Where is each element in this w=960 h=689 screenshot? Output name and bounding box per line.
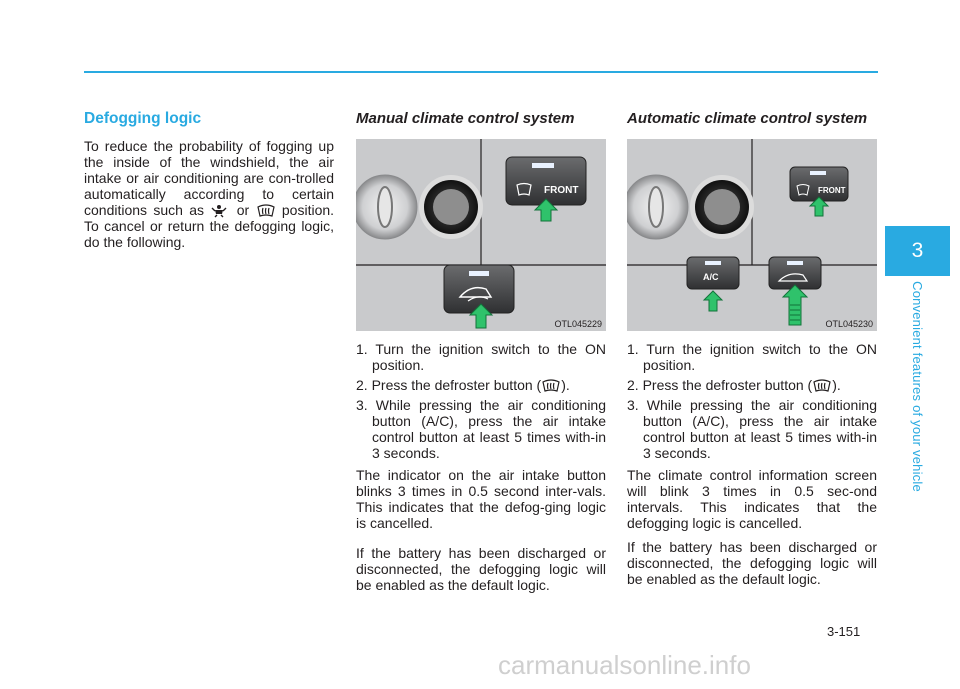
intro-text-1: To reduce the probability of fogging up the inside of the windshield, the air intake or air conditioning are con-trolled automatically according to certain conditions such as bbox=[84, 138, 334, 218]
automatic-para-2: If the battery has been discharged or disconnected, the defogging logic will be enabled as the default logic. bbox=[627, 539, 877, 587]
manual-figure-illustration bbox=[356, 139, 606, 331]
chapter-side-title bbox=[903, 274, 931, 498]
floor-defrost-icon bbox=[210, 204, 230, 218]
automatic-climate-column bbox=[627, 110, 877, 595]
chapter-title: Convenient features of your vehicle bbox=[909, 280, 925, 492]
manual-step-1: 1. Turn the ignition switch to the ON position. bbox=[356, 341, 606, 373]
front-defrost-button-illustration bbox=[790, 167, 848, 201]
defrost-icon bbox=[812, 379, 832, 393]
manual-heading: Manual climate control system bbox=[356, 110, 575, 127]
ignition-knob-illustration bbox=[356, 175, 417, 239]
dial-knob-illustration bbox=[690, 175, 754, 239]
air-intake-button-illustration bbox=[769, 257, 821, 289]
automatic-step-3: 3. While pressing the air conditioning button (A/C), press the air intake control button at least 5 times with-in 3 seconds. bbox=[627, 397, 877, 461]
top-rule bbox=[84, 71, 878, 73]
page-number: 3-151 bbox=[827, 624, 861, 639]
defrost-icon bbox=[541, 379, 561, 393]
manual-para-1: The indicator on the air intake button blinks 3 times in 0.5 second inter-vals. This indicates that the defog-ging logic is cancelled. bbox=[356, 467, 606, 531]
defrost-icon bbox=[256, 204, 276, 218]
manual-step-2 bbox=[356, 377, 606, 393]
automatic-step-1: 1. Turn the ignition switch to the ON position. bbox=[627, 341, 877, 373]
automatic-figure-code: OTL045230 bbox=[825, 319, 873, 329]
chapter-number: 3 bbox=[911, 239, 924, 262]
ac-button-illustration bbox=[687, 257, 739, 289]
manual-step-2-text: 2. Press the defroster button ( bbox=[356, 377, 542, 393]
ac-label: A/C bbox=[703, 272, 719, 282]
intro-text-2: position. To cancel or return the defogging logic, do the following. bbox=[84, 202, 335, 250]
front-label-manual: FRONT bbox=[544, 185, 579, 196]
front-defrost-button-illustration bbox=[506, 157, 586, 205]
defogging-logic-intro bbox=[84, 138, 334, 250]
chapter-tab bbox=[885, 226, 950, 276]
defogging-logic-heading: Defogging logic bbox=[84, 110, 202, 127]
defogging-logic-column bbox=[84, 110, 334, 258]
dial-knob-illustration bbox=[419, 175, 483, 239]
manual-step-3: 3. While pressing the air conditioning button (A/C), press the air intake control button at least 5 times with-in 3 seconds. bbox=[356, 397, 606, 461]
automatic-step-2 bbox=[627, 377, 877, 393]
automatic-figure bbox=[627, 139, 877, 331]
manual-figure bbox=[356, 139, 606, 331]
automatic-heading: Automatic climate control system bbox=[627, 110, 868, 127]
front-label-auto: FRONT bbox=[818, 186, 846, 195]
ignition-knob-illustration bbox=[627, 175, 688, 239]
automatic-step-2-end: ). bbox=[832, 377, 841, 393]
manual-para-2: If the battery has been discharged or disconnected, the defogging logic will be enabled as the default logic. bbox=[356, 545, 606, 593]
manual-figure-code: OTL045229 bbox=[554, 319, 602, 329]
automatic-figure-illustration bbox=[627, 139, 877, 331]
intro-text-or: or bbox=[236, 202, 250, 218]
automatic-step-2-text: 2. Press the defroster button ( bbox=[627, 377, 813, 393]
manual-steps bbox=[356, 341, 606, 461]
automatic-steps bbox=[627, 341, 877, 461]
manual-step-2-end: ). bbox=[561, 377, 570, 393]
watermark: carmanualsonline.info bbox=[498, 650, 751, 680]
automatic-para-1: The climate control information screen will blink 3 times in 0.5 sec-ond intervals. This indicates that the defogging logic is cancelled. bbox=[627, 467, 877, 531]
manual-climate-column bbox=[356, 110, 606, 601]
